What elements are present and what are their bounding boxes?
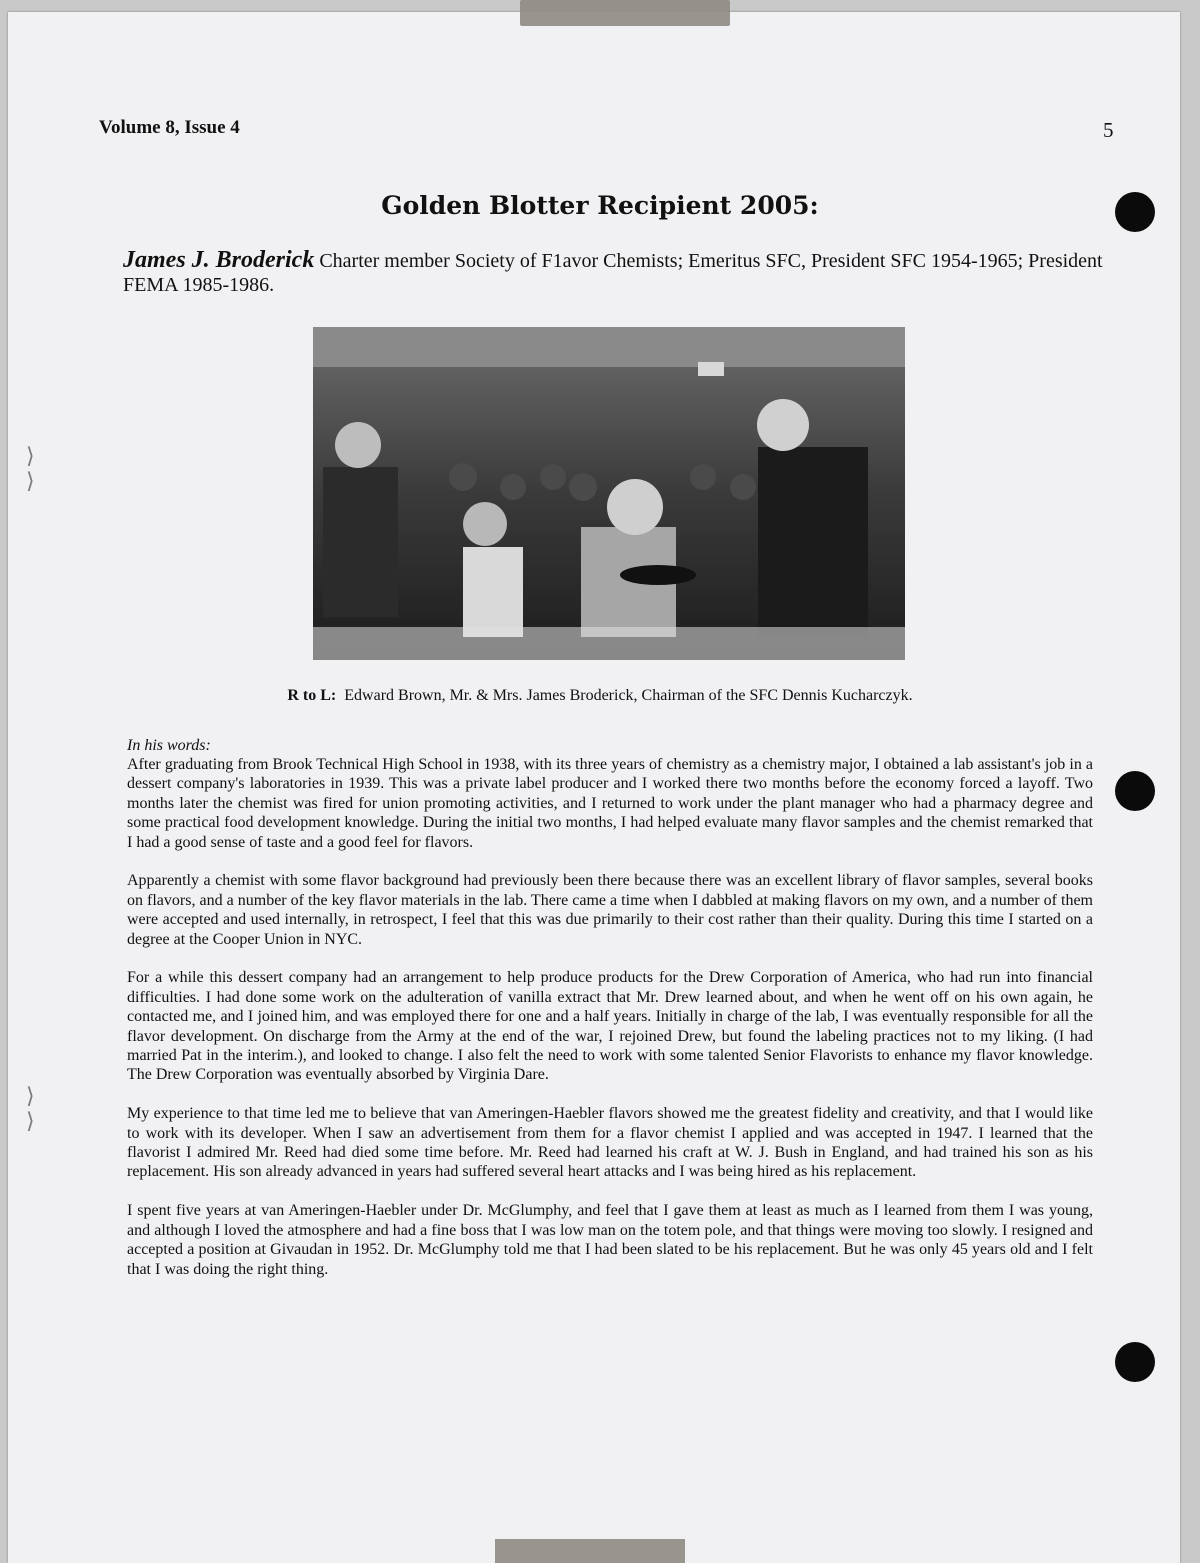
volume-issue: Volume 8, Issue 4 xyxy=(99,117,240,138)
punch-hole-bottom xyxy=(1115,1342,1155,1382)
body-paragraph: After graduating from Brook Technical High School in 1938, with its three years of chemistry as a chemistry major, I obtained a lab assistant's job in a dessert company's laboratories in 1939. This was a private label producer and I worked there two months before the economy forced a layoff. Two months later the chemist was fired for union promoting activities, and I returned to work under the plant manager who had a pharmacy degree and some practical food development knowledge. During the initial two months, I had helped evaluate many flavor samples and the chemist remarked that I had a good sense of taste and a good feel for flavors. xyxy=(127,756,1093,851)
award-photo xyxy=(313,327,905,660)
body-paragraph: I spent five years at van Ameringen-Haebler under Dr. McGlumphy, and feel that I gave them at least as much as I learned from them I was young, and although I loved the atmosphere and had a fine boss that I was low man on the totem pole, and that things were moving too slowly. I resigned and accepted a position at Givaudan in 1952. Dr. McGlumphy told me that I had been slated to be his replacement. But he was only 45 years old and I felt that I was doing the right thing. xyxy=(127,1202,1093,1278)
tape-strip-top xyxy=(520,0,730,26)
article-title: Golden Blotter Recipient 2005: xyxy=(381,191,819,220)
body-paragraph: My experience to that time led me to believe that van Ameringen-Haebler flavors showed me the greatest fidelity and creativity, and that I would like to work with its developer. When I saw an advertisement from them for a flavor chemist I applied and was accepted in 1947. I learned that the flavorist I admired Mr. Reed had died some time before. Mr. Reed had learned his craft at W. J. Bush in England, and had trained his son as his replacement. His son already advanced in years had suffered several heart attacks and I was being hired as his replacement. xyxy=(127,1105,1093,1181)
photo-caption xyxy=(0,687,1200,705)
caption-lead: R to L: xyxy=(287,687,337,704)
staple-mark-lower: ⟩ ⟩ xyxy=(26,1084,35,1134)
award-photo-image xyxy=(313,327,905,660)
staple-mark-upper: ⟩ ⟩ xyxy=(26,444,35,494)
tape-strip-bottom xyxy=(495,1539,685,1563)
punch-hole-middle xyxy=(1115,771,1155,811)
recipient-description: Charter member Society of F1avor Chemists; Emeritus SFC, President SFC 1954-1965; President FEMA 1985-1986. xyxy=(123,250,1103,296)
recipient-line xyxy=(123,248,1103,297)
page-number: 5 xyxy=(1103,118,1114,142)
caption-text: Edward Brown, Mr. & Mrs. James Broderick, Chairman of the SFC Dennis Kucharczyk. xyxy=(344,687,913,704)
article-body xyxy=(127,755,1093,1298)
in-his-words-label: In his words: xyxy=(127,737,211,754)
body-paragraph: Apparently a chemist with some flavor background had previously been there because there was an excellent library of flavor samples, several books on flavors, and a number of the key flavor materials in the lab. There came a time when I dabbled at making flavors on my own, and a number of them were accepted and used internally, in retrospect, I feel that this was due primarily to their cost rather than their quality. During this time I started on a degree at the Cooper Union in NYC. xyxy=(127,872,1093,948)
body-paragraph: For a while this dessert company had an arrangement to help produce products for the Drew Corporation of America, who had run into financial difficulties. I had done some work on the adulteration of vanilla extract that Mr. Drew learned about, and when he went off on his own again, he contacted me, and I joined him, and was employed there for one and a half years. Initially in charge of the lab, I was eventually responsible for all the flavor development. On discharge from the Army at the end of the war, I rejoined Drew, but found the labeling practices not to my liking. (I had married Pat in the interim.), and looked to change. I also felt the need to work with some talented Senior Flavorists to enhance my flavor knowledge. The Drew Corporation was eventually absorbed by Virginia Dare. xyxy=(127,969,1093,1084)
recipient-name: James J. Broderick xyxy=(123,247,315,273)
